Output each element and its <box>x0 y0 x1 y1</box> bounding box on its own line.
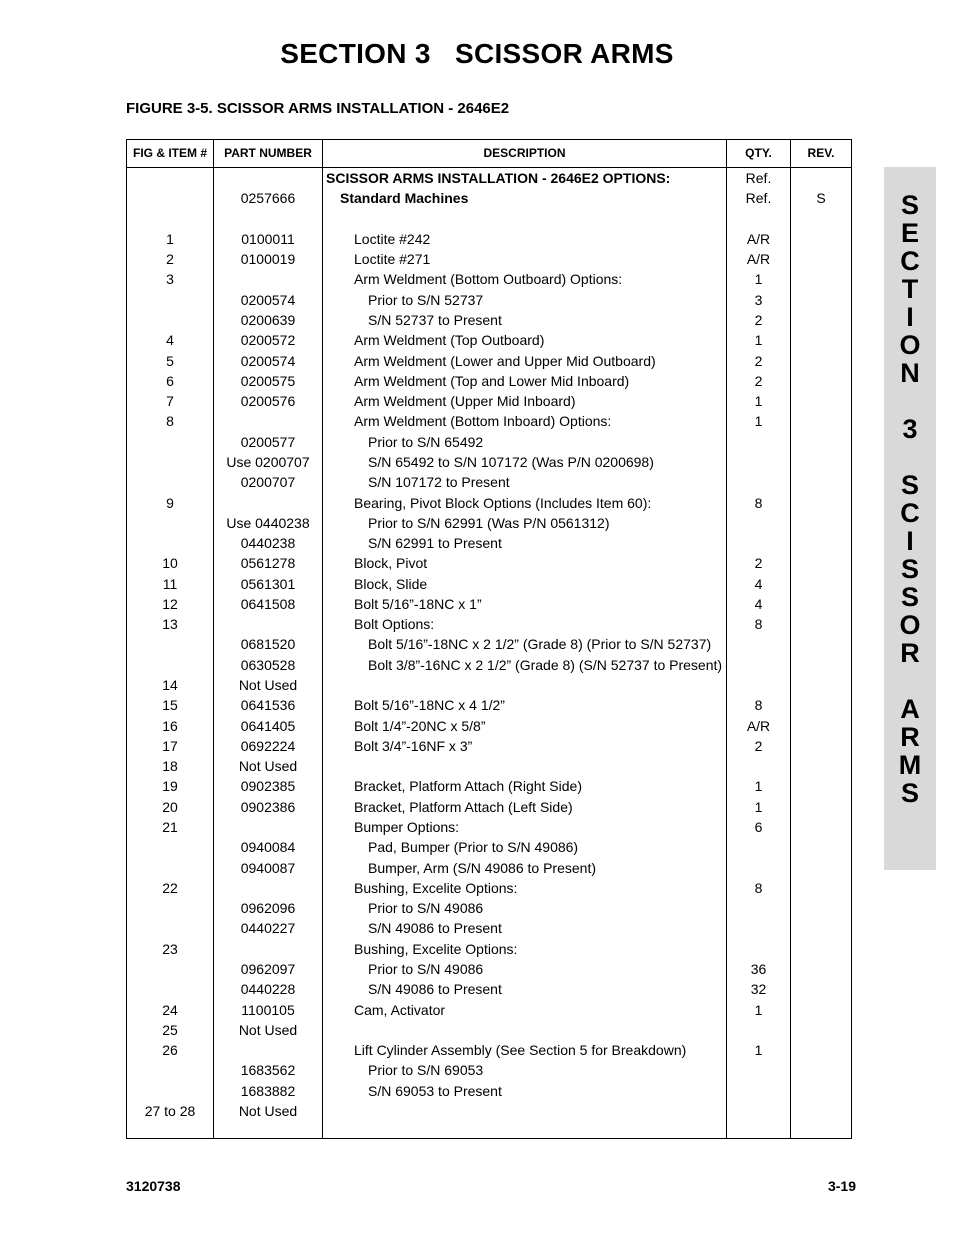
side-tab-letter: O <box>899 330 921 360</box>
table-row <box>127 837 851 857</box>
part-number-cell: 0257666 <box>240 190 296 207</box>
table-row <box>127 1081 851 1101</box>
qty-cell: 2 <box>754 352 763 369</box>
qty-cell: 1 <box>754 798 763 815</box>
table-row <box>127 797 851 817</box>
qty-cell: 1 <box>754 413 763 430</box>
qty-cell: Ref. <box>745 190 772 207</box>
table-row <box>127 878 851 898</box>
part-number-cell: 0200574 <box>240 352 296 369</box>
table-row <box>127 1060 851 1080</box>
part-number-cell: 0200639 <box>240 312 296 328</box>
table-row <box>127 979 851 999</box>
table-row <box>127 898 851 918</box>
fig-item-cell: 3 <box>166 271 174 288</box>
qty-cell: 2 <box>754 372 763 389</box>
description-cell: S/N 65492 to S/N 107172 (Was P/N 0200698) <box>368 453 654 470</box>
fig-item-cell: 27 to 28 <box>144 1102 196 1119</box>
side-tab-letter: S <box>900 470 919 500</box>
part-number-cell: 0440238 <box>240 535 296 551</box>
qty-cell: 8 <box>754 697 763 714</box>
fig-item-cell: 9 <box>166 494 174 511</box>
part-number-cell: 0902386 <box>240 798 296 815</box>
description-cell: S/N 49086 to Present <box>368 981 502 998</box>
description-cell: Arm Weldment (Bottom Inboard) Options: <box>354 413 612 430</box>
table-row <box>127 634 851 654</box>
side-tab-letter: C <box>900 498 920 528</box>
part-number-cell: 0200574 <box>240 291 296 308</box>
fig-item-cell: 7 <box>166 393 174 410</box>
description-cell: Bolt 3/8”-16NC x 2 1/2” (Grade 8) (S/N 52737 to Present) <box>368 656 723 673</box>
qty-cell: 1 <box>754 332 763 349</box>
fig-item-cell: 12 <box>162 595 178 612</box>
description-cell: Arm Weldment (Top and Lower Mid Inboard) <box>354 372 630 389</box>
fig-item-cell: 2 <box>166 251 174 268</box>
table-row <box>127 939 851 959</box>
header-fig-item: FIG & ITEM # <box>132 146 207 160</box>
side-tab-letter: S <box>900 554 919 584</box>
description-cell: Bolt Options: <box>354 616 435 633</box>
table-row <box>127 1040 851 1060</box>
qty-cell: 2 <box>754 312 763 328</box>
description-cell: Bumper Options: <box>354 819 460 835</box>
description-cell: S/N 52737 to Present <box>368 312 502 328</box>
part-number-cell: Use 0440238 <box>226 514 310 531</box>
section-title: SECTION 3 SCISSOR ARMS <box>280 38 674 69</box>
description-cell: Arm Weldment (Upper Mid Inboard) <box>354 393 576 410</box>
description-cell: Bushing, Excelite Options: <box>354 879 518 896</box>
table-row <box>127 1020 851 1040</box>
side-tab-letter: N <box>900 358 920 388</box>
table-row <box>127 858 851 878</box>
description-cell: Cam, Activator <box>354 1001 446 1018</box>
qty-cell: Ref. <box>745 170 772 186</box>
part-number-cell: 0962097 <box>240 960 296 977</box>
description-cell: Prior to S/N 52737 <box>368 291 484 308</box>
table-row <box>127 452 851 472</box>
table-row <box>127 411 851 431</box>
fig-item-cell: 1 <box>166 230 174 247</box>
fig-item-cell: 5 <box>166 352 174 369</box>
side-tab-letter: M <box>898 750 922 780</box>
table-row <box>127 553 851 573</box>
description-cell: S/N 107172 to Present <box>368 474 510 491</box>
table-row <box>127 209 851 229</box>
description-cell: Bolt 5/16”-18NC x 4 1/2” <box>354 697 505 714</box>
description-cell: Loctite #271 <box>354 251 431 268</box>
description-cell: Arm Weldment (Top Outboard) <box>354 332 545 349</box>
table-row <box>127 695 851 715</box>
table-row <box>127 330 851 350</box>
fig-item-cell: 10 <box>162 555 178 572</box>
side-tab-letter: I <box>906 526 914 556</box>
description-cell: Bolt 3/4”-16NF x 3” <box>354 737 473 754</box>
table-row <box>127 513 851 533</box>
table-row <box>127 432 851 452</box>
table-row <box>127 168 851 188</box>
qty-cell: 4 <box>754 575 763 592</box>
description-cell: Block, Slide <box>354 575 428 592</box>
table-row <box>127 1101 851 1121</box>
part-number-cell: 0200707 <box>240 474 296 491</box>
qty-cell: 2 <box>754 737 763 754</box>
side-tab-letter: 3 <box>902 414 918 444</box>
fig-item-cell: 11 <box>162 575 178 592</box>
page-number: 3-19 <box>827 1178 856 1194</box>
description-cell: S/N 49086 to Present <box>368 920 502 937</box>
doc-number: 3120738 <box>126 1178 181 1194</box>
part-number-cell: 1100105 <box>241 1001 295 1018</box>
description-cell: Lift Cylinder Assembly (See Section 5 for Breakdown) <box>354 1042 687 1058</box>
qty-cell: 1 <box>754 393 763 410</box>
description-cell: Standard Machines <box>340 190 469 207</box>
table-row <box>127 188 851 208</box>
fig-item-cell: 15 <box>162 697 178 714</box>
fig-item-cell: 19 <box>162 778 178 795</box>
description-cell: Bracket, Platform Attach (Right Side) <box>354 778 582 795</box>
part-number-cell: Not Used <box>238 677 298 693</box>
table-row <box>127 756 851 776</box>
fig-item-cell: 8 <box>166 413 174 430</box>
part-number-cell: 0100019 <box>240 251 296 268</box>
table-row <box>127 574 851 594</box>
table-row <box>127 655 851 675</box>
fig-item-cell: 6 <box>166 372 174 389</box>
figure-title: FIGURE 3-5. SCISSOR ARMS INSTALLATION - 2646E2 <box>126 100 510 117</box>
part-number-cell: 0440227 <box>240 920 296 937</box>
part-number-cell: 1683882 <box>240 1082 296 1099</box>
fig-item-cell: 16 <box>162 717 178 734</box>
table-row <box>127 959 851 979</box>
fig-item-cell: 13 <box>162 616 178 633</box>
description-cell: Arm Weldment (Lower and Upper Mid Outboard) <box>354 352 656 369</box>
qty-cell: 8 <box>754 494 763 511</box>
side-tab-letter: E <box>900 218 919 248</box>
description-cell: S/N 69053 to Present <box>368 1082 502 1099</box>
part-number-cell: 0100011 <box>241 230 295 247</box>
qty-cell: 1 <box>754 1042 763 1058</box>
table-row <box>127 493 851 513</box>
table-row <box>127 594 851 614</box>
description-cell: Prior to S/N 49086 <box>368 960 484 977</box>
side-tab-letter: A <box>900 694 920 724</box>
table-row <box>127 533 851 553</box>
description-cell: Bearing, Pivot Block Options (Includes Item 60): <box>354 494 652 511</box>
side-tab-letter: I <box>906 302 914 332</box>
qty-cell: 4 <box>754 595 763 612</box>
table-row <box>127 472 851 492</box>
part-number-cell: 0630528 <box>240 656 296 673</box>
table-row <box>127 371 851 391</box>
table-row <box>127 918 851 938</box>
qty-cell: 1 <box>754 778 763 795</box>
description-cell: Prior to S/N 62991 (Was P/N 0561312) <box>368 514 610 531</box>
part-number-cell: 0641405 <box>240 717 296 734</box>
table-row <box>127 1000 851 1020</box>
side-tab-letter: R <box>900 722 920 752</box>
description-cell: SCISSOR ARMS INSTALLATION - 2646E2 OPTIONS: <box>326 170 671 186</box>
description-cell: Bumper, Arm (S/N 49086 to Present) <box>368 859 596 876</box>
fig-item-cell: 14 <box>162 677 178 693</box>
table-row <box>127 310 851 330</box>
qty-cell: 1 <box>754 1001 763 1018</box>
parts-table <box>126 139 852 1139</box>
fig-item-cell: 20 <box>162 798 178 815</box>
qty-cell: 3 <box>754 291 763 308</box>
part-number-cell: Not Used <box>238 758 298 775</box>
part-number-cell: 0561278 <box>240 555 296 572</box>
side-tab-letter: O <box>899 610 921 640</box>
table-row <box>127 249 851 269</box>
description-cell: Prior to S/N 69053 <box>368 1062 484 1079</box>
description-cell: Bracket, Platform Attach (Left Side) <box>354 798 573 815</box>
table-row <box>127 290 851 310</box>
description-cell: Bushing, Excelite Options: <box>354 940 518 957</box>
table-row <box>127 229 851 249</box>
side-tab-letter: S <box>900 582 919 612</box>
part-number-cell: 0561301 <box>240 575 296 592</box>
fig-item-cell: 21 <box>162 819 178 835</box>
part-number-cell: 0200575 <box>240 372 296 389</box>
table-row <box>127 817 851 837</box>
side-tab-letter: S <box>900 190 919 220</box>
part-number-cell: Use 0200707 <box>226 453 310 470</box>
qty-cell: 32 <box>750 981 767 998</box>
qty-cell: A/R <box>746 251 771 268</box>
fig-item-cell: 4 <box>166 332 174 349</box>
qty-cell: 1 <box>754 271 763 288</box>
side-tab-letter: T <box>901 274 919 304</box>
table-row <box>127 614 851 634</box>
table-row <box>127 351 851 371</box>
fig-item-cell: 23 <box>162 940 178 957</box>
qty-cell: A/R <box>746 717 771 734</box>
part-number-cell: 0902385 <box>240 778 296 795</box>
description-cell: Loctite #242 <box>354 230 431 247</box>
qty-cell: 6 <box>754 819 763 835</box>
description-cell: Arm Weldment (Bottom Outboard) Options: <box>354 271 623 288</box>
description-cell: Prior to S/N 49086 <box>368 900 484 917</box>
table-row <box>127 736 851 756</box>
part-number-cell: 0962096 <box>240 900 296 917</box>
fig-item-cell: 26 <box>162 1042 178 1058</box>
description-cell: Prior to S/N 65492 <box>368 433 484 450</box>
description-cell: Bolt 5/16”-18NC x 2 1/2” (Grade 8) (Prior to S/N 52737) <box>368 636 712 653</box>
side-tab-letter: R <box>900 638 920 668</box>
part-number-cell: 1683562 <box>240 1062 296 1079</box>
qty-cell: 2 <box>754 555 763 572</box>
table-row <box>127 391 851 411</box>
side-tab-letter: S <box>900 778 919 808</box>
fig-item-cell: 24 <box>162 1001 178 1018</box>
part-number-cell: Not Used <box>238 1102 298 1119</box>
description-cell: S/N 62991 to Present <box>368 535 502 551</box>
description-cell: Bolt 5/16”-18NC x 1” <box>354 595 482 612</box>
part-number-cell: 0940087 <box>240 859 296 876</box>
fig-item-cell: 18 <box>162 758 178 775</box>
qty-cell: 8 <box>754 616 763 633</box>
fig-item-cell: 25 <box>162 1021 178 1038</box>
part-number-cell: 0641508 <box>240 595 296 612</box>
part-number-cell: 0200572 <box>240 332 296 349</box>
rev-cell: S <box>816 190 826 207</box>
fig-item-cell: 17 <box>162 737 178 754</box>
header-description: DESCRIPTION <box>483 146 566 160</box>
section-side-tab <box>884 167 936 870</box>
side-tab-letter: C <box>900 246 920 276</box>
part-number-cell: 0692224 <box>240 737 296 754</box>
qty-cell: A/R <box>746 230 771 247</box>
description-cell: Pad, Bumper (Prior to S/N 49086) <box>368 839 579 856</box>
table-row <box>127 675 851 695</box>
qty-cell: 8 <box>754 879 763 896</box>
part-number-cell: 0440228 <box>240 981 296 998</box>
description-cell: Bolt 1/4”-20NC x 5/8” <box>354 717 486 734</box>
part-number-cell: 0200576 <box>240 393 296 410</box>
qty-cell: 36 <box>750 960 767 977</box>
table-row <box>127 269 851 289</box>
part-number-cell: 0641536 <box>240 697 296 714</box>
part-number-cell: Not Used <box>238 1021 298 1038</box>
header-rev: REV. <box>807 146 835 160</box>
fig-item-cell: 22 <box>162 879 178 896</box>
table-row <box>127 716 851 736</box>
part-number-cell: 0200577 <box>240 433 296 450</box>
description-cell: Block, Pivot <box>354 555 428 572</box>
table-row <box>127 776 851 796</box>
header-part-number: PART NUMBER <box>224 146 312 160</box>
part-number-cell: 0681520 <box>240 636 296 653</box>
part-number-cell: 0940084 <box>240 839 296 856</box>
header-qty: QTY. <box>745 146 772 160</box>
